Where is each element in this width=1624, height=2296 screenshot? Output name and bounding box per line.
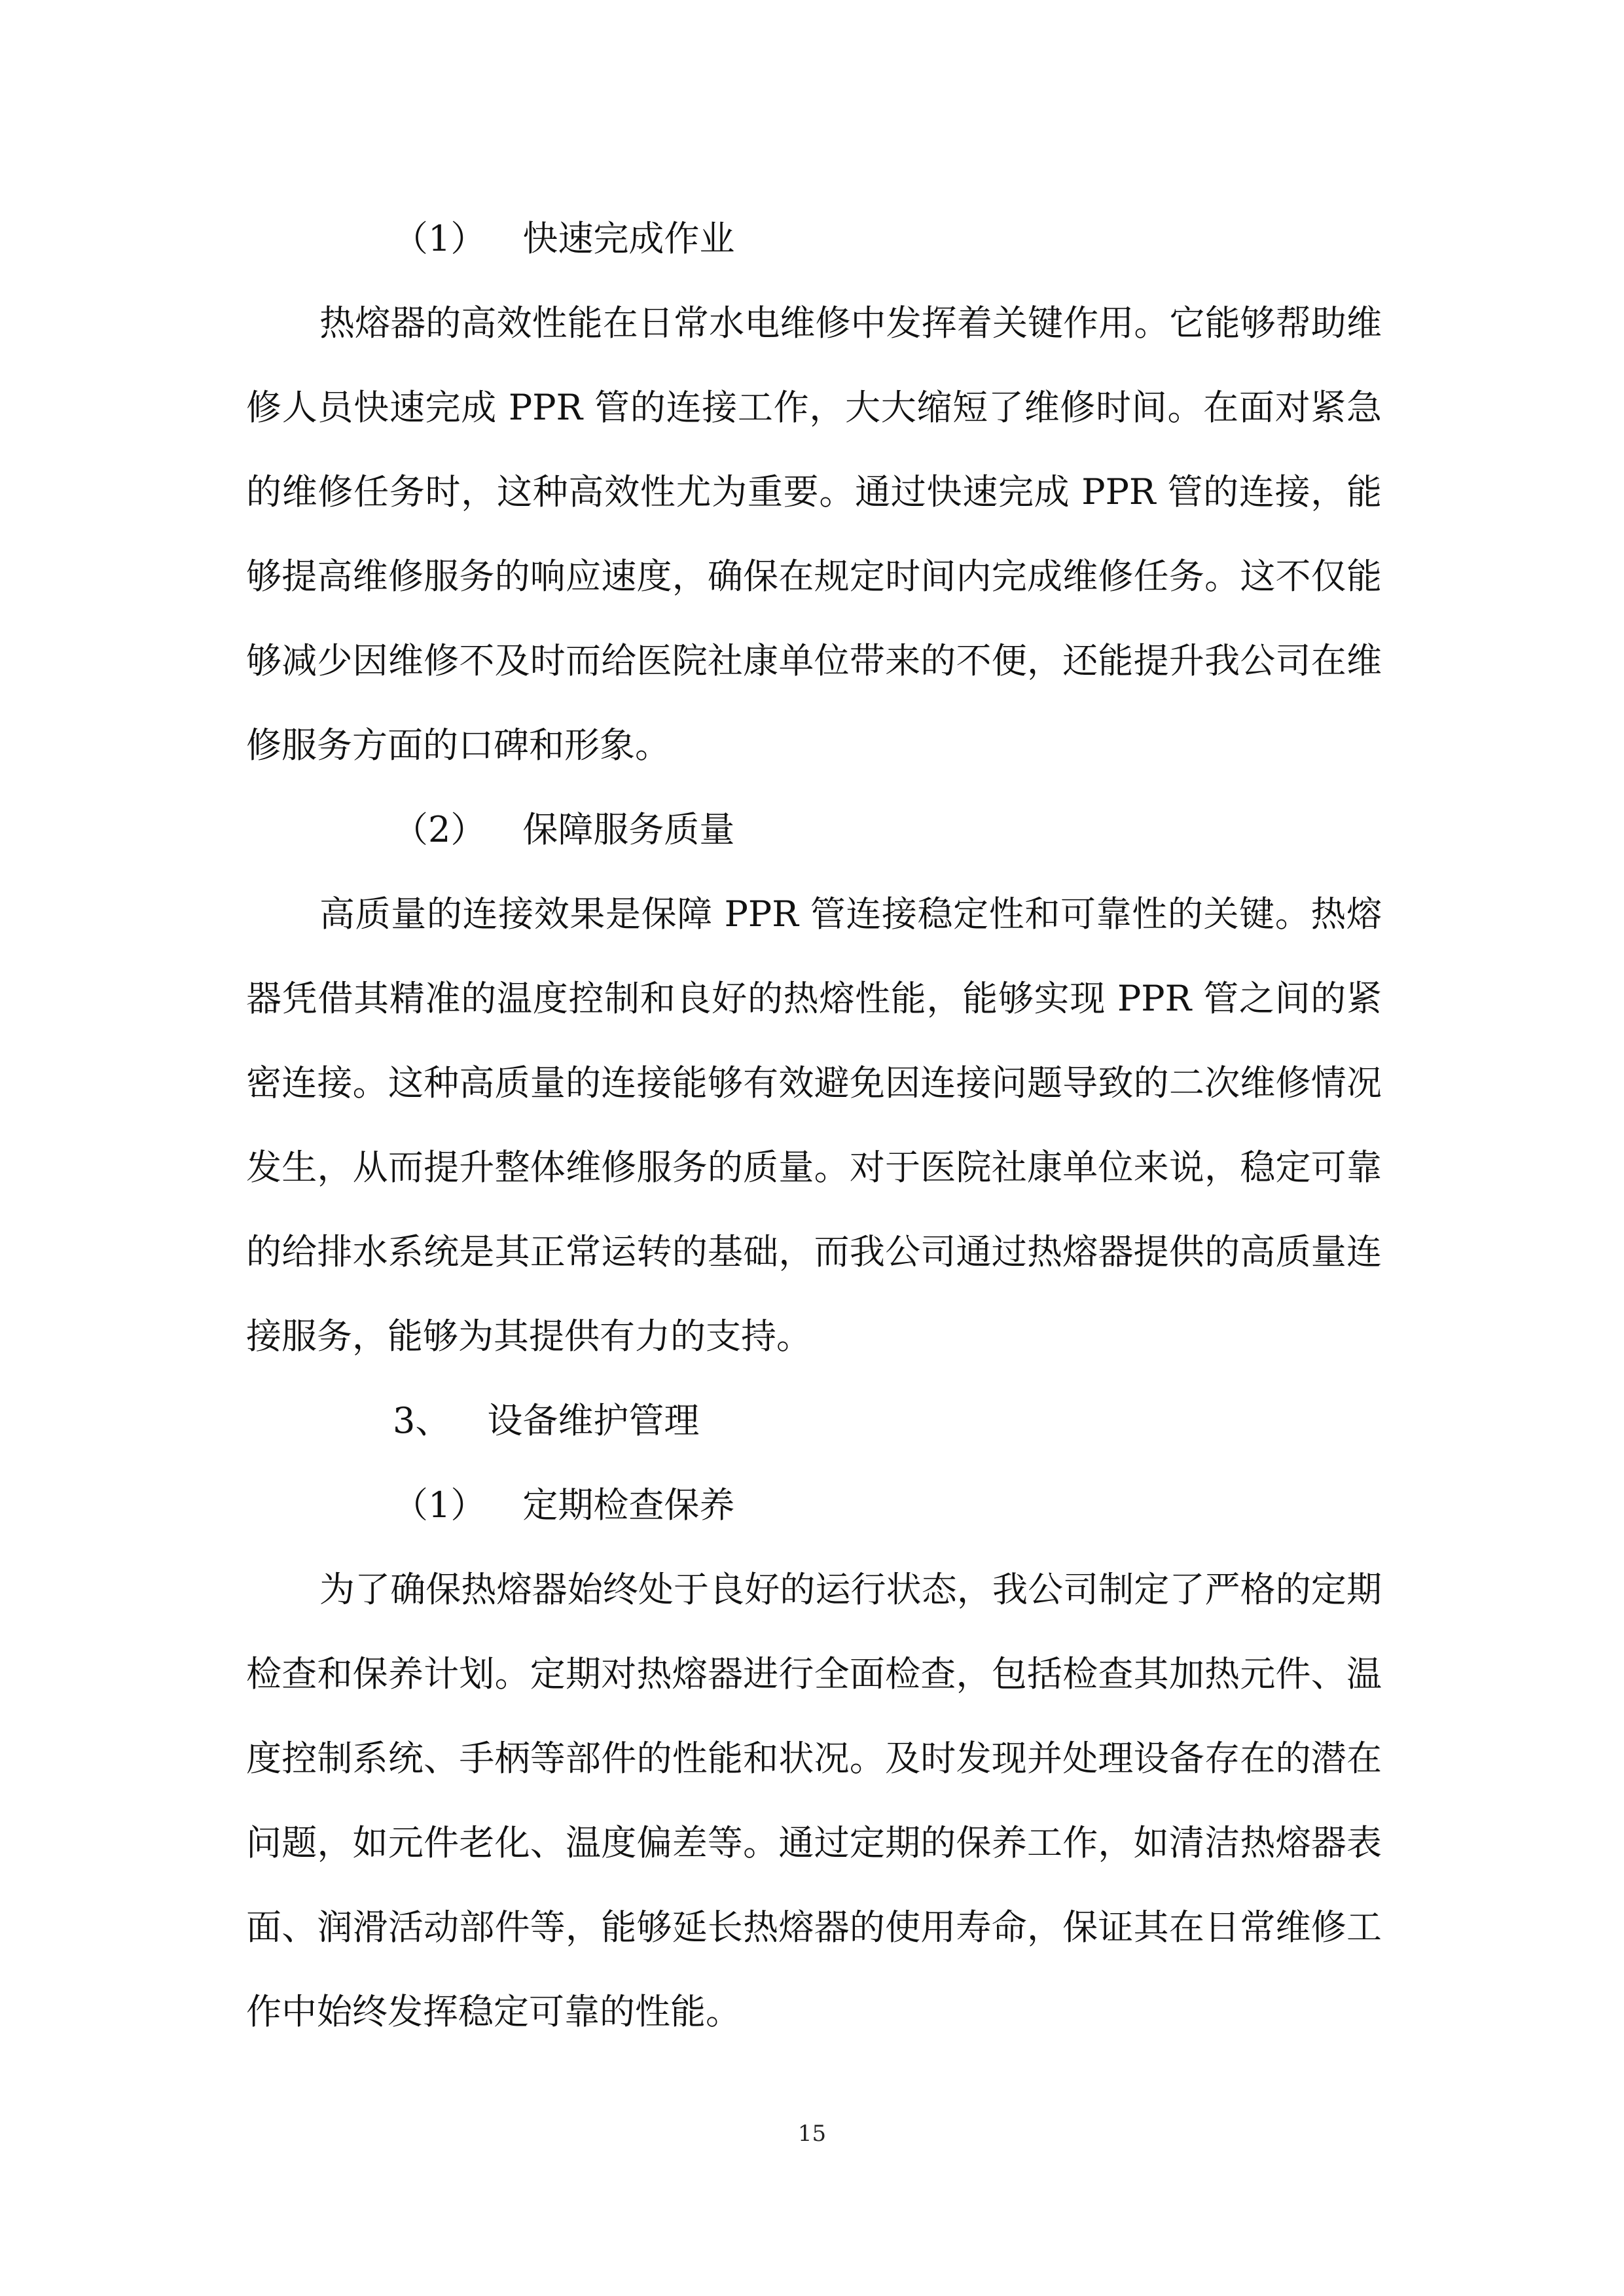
subheading-periodic-check	[246, 1463, 1382, 1547]
heading-text: 快速完成作业	[522, 218, 735, 259]
heading-number: （1）	[393, 218, 486, 259]
heading-number: （2）	[393, 809, 486, 850]
heading-number: （1）	[393, 1484, 486, 1526]
paragraph-quality: 高质量的连接效果是保障 PPR 管连接稳定性和可靠性的关键。热熔器凭借其精准的温度控制和良好的热熔性能，能够实现 PPR 管之间的紧密连接。这种高质量的连接能够有效避免因连接问题导致的二次维修情况发生，从而提升整体维修服务的质量。对于医院社康单位来说，稳定可靠的给排水系统是其正常运转的基础，而我公司通过热熔器提供的高质量连接服务，能够为其提供有力的支持。	[246, 893, 1382, 1357]
paragraph-maintenance-plan: 为了确保热熔器始终处于良好的运行状态，我公司制定了严格的定期检查和保养计划。定期对热熔器进行全面检查，包括检查其加热元件、温度控制系统、手柄等部件的性能和状况。及时发现并处理设备存在的潜在问题，如元件老化、温度偏差等。通过定期的保养工作，如清洁热熔器表面、润滑活动部件等，能够延长热熔器的使用寿命，保证其在日常维修工作中始终发挥稳定可靠的性能。	[246, 1569, 1382, 2032]
page-body	[246, 196, 1382, 2054]
subheading-fast-completion	[246, 196, 1382, 281]
heading-text: 保障服务质量	[522, 809, 735, 850]
heading-text: 设备维护管理	[487, 1400, 700, 1441]
page-number: 15	[797, 2121, 827, 2147]
subheading-service-quality	[246, 787, 1382, 872]
heading-number: 3、	[393, 1400, 451, 1441]
section-heading-maintenance	[246, 1378, 1382, 1463]
heading-text: 定期检查保养	[522, 1484, 735, 1526]
paragraph-efficiency: 热熔器的高效性能在日常水电维修中发挥着关键作用。它能够帮助维修人员快速完成 PPR 管的连接工作，大大缩短了维修时间。在面对紧急的维修任务时，这种高效性尤为重要。通过快速完成 PPR 管的连接，能够提高维修服务的响应速度，确保在规定时间内完成维修任务。这不仅能够减少因维修不及时而给医院社康单位带来的不便，还能提升我公司在维修服务方面的口碑和形象。	[246, 302, 1382, 766]
